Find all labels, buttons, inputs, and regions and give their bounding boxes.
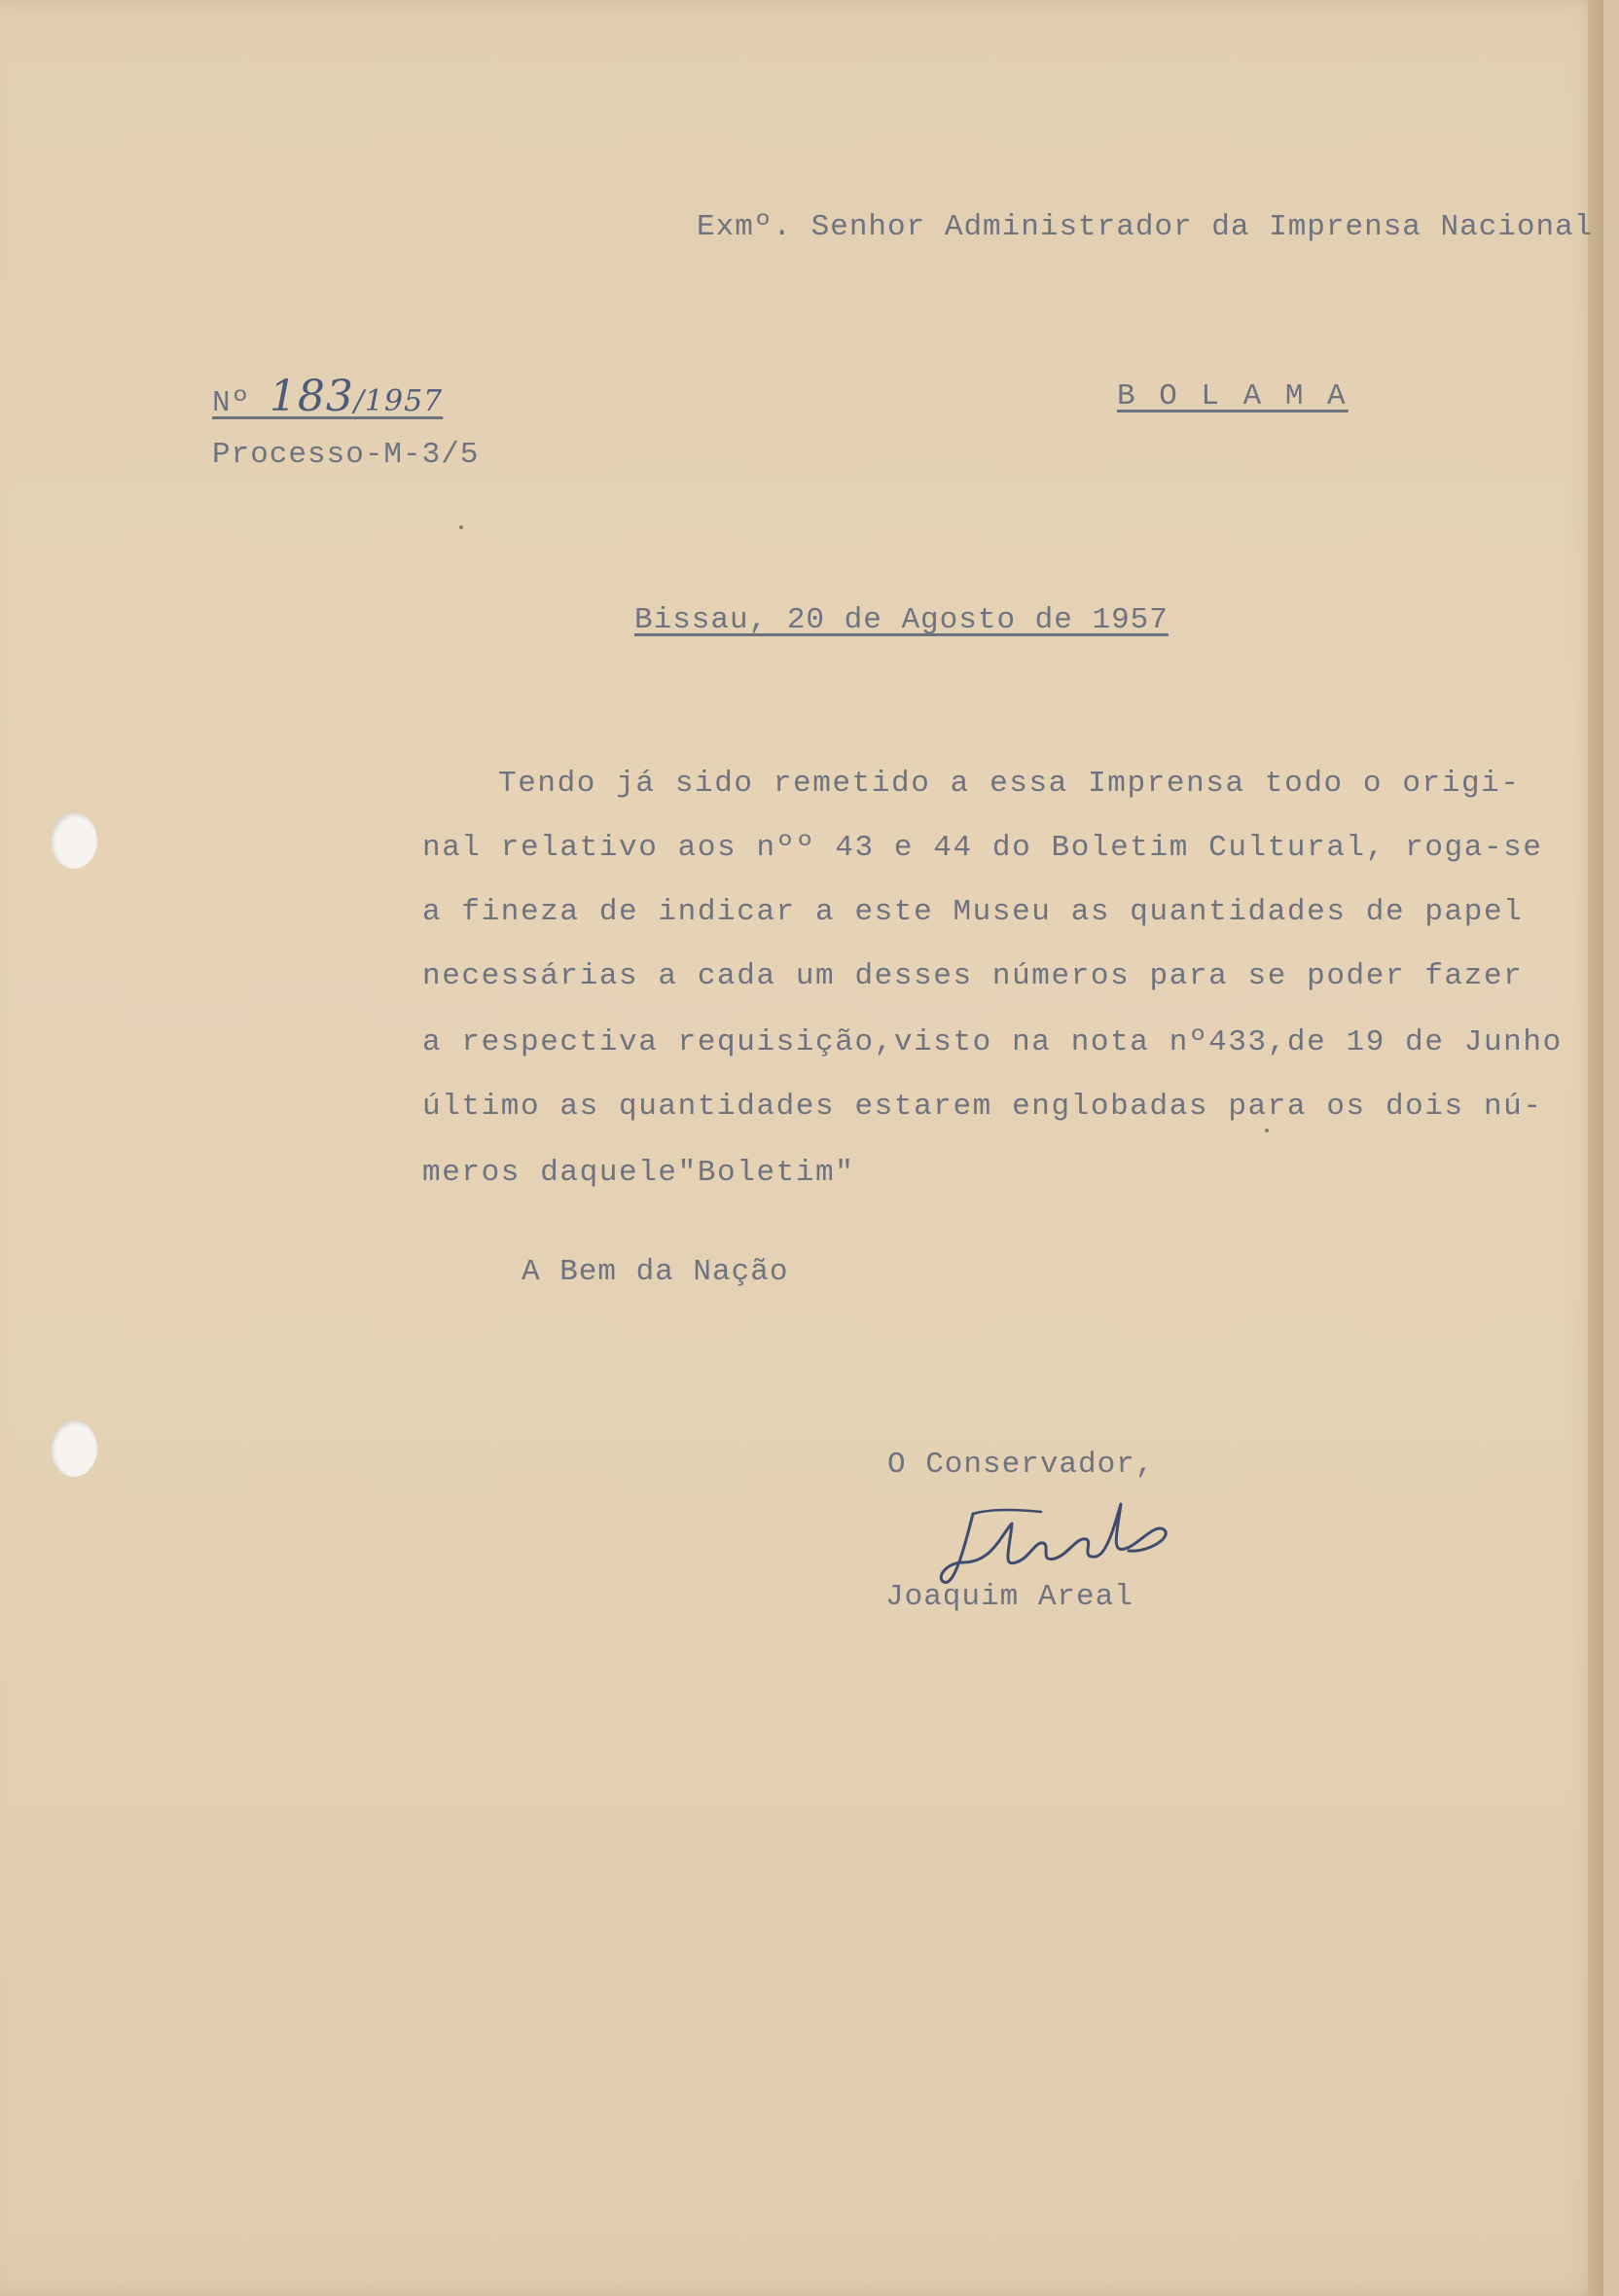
signatory-title: O Conservador, xyxy=(887,1448,1155,1482)
closing-salutation: A Bem da Nação xyxy=(522,1255,789,1289)
reference-year: /1957 xyxy=(353,384,444,418)
paper-speck xyxy=(1265,1129,1269,1132)
body-line: a respectiva requisição,visto na nota nº433,de 19 de Junho xyxy=(422,1025,1563,1059)
body-line: nal relativo aos nºº 43 e 44 do Boletim Cultural, roga-se xyxy=(422,831,1543,865)
destination: B O L A M A xyxy=(1117,379,1349,413)
date-line: Bissau, 20 de Agosto de 1957 xyxy=(634,603,1169,637)
reference-prefix: Nº xyxy=(212,386,251,420)
reference-number xyxy=(212,372,443,421)
process-number: Processo-M-3/5 xyxy=(212,438,480,472)
addressee-line: Exmº. Senhor Administrador da Imprensa Nacional xyxy=(697,210,1594,244)
body-line: a fineza de indicar a este Museu as quantidades de papel xyxy=(422,895,1524,929)
body-line: necessárias a cada um desses números para se poder fazer xyxy=(422,959,1524,993)
signatory-name: Joaquim Areal xyxy=(885,1580,1133,1614)
punch-hole-bottom xyxy=(51,1420,97,1477)
reference-handwritten-number: 183 xyxy=(269,372,354,421)
body-line: Tendo já sido remetido a essa Imprensa todo o origi- xyxy=(498,767,1521,801)
punch-hole-top xyxy=(51,812,97,869)
page-edge xyxy=(1588,0,1603,2296)
paper-speck xyxy=(459,525,463,529)
body-line: meros daquele"Boletim" xyxy=(422,1156,855,1190)
body-line: último as quantidades estarem englobadas para os dois nú- xyxy=(422,1090,1543,1124)
